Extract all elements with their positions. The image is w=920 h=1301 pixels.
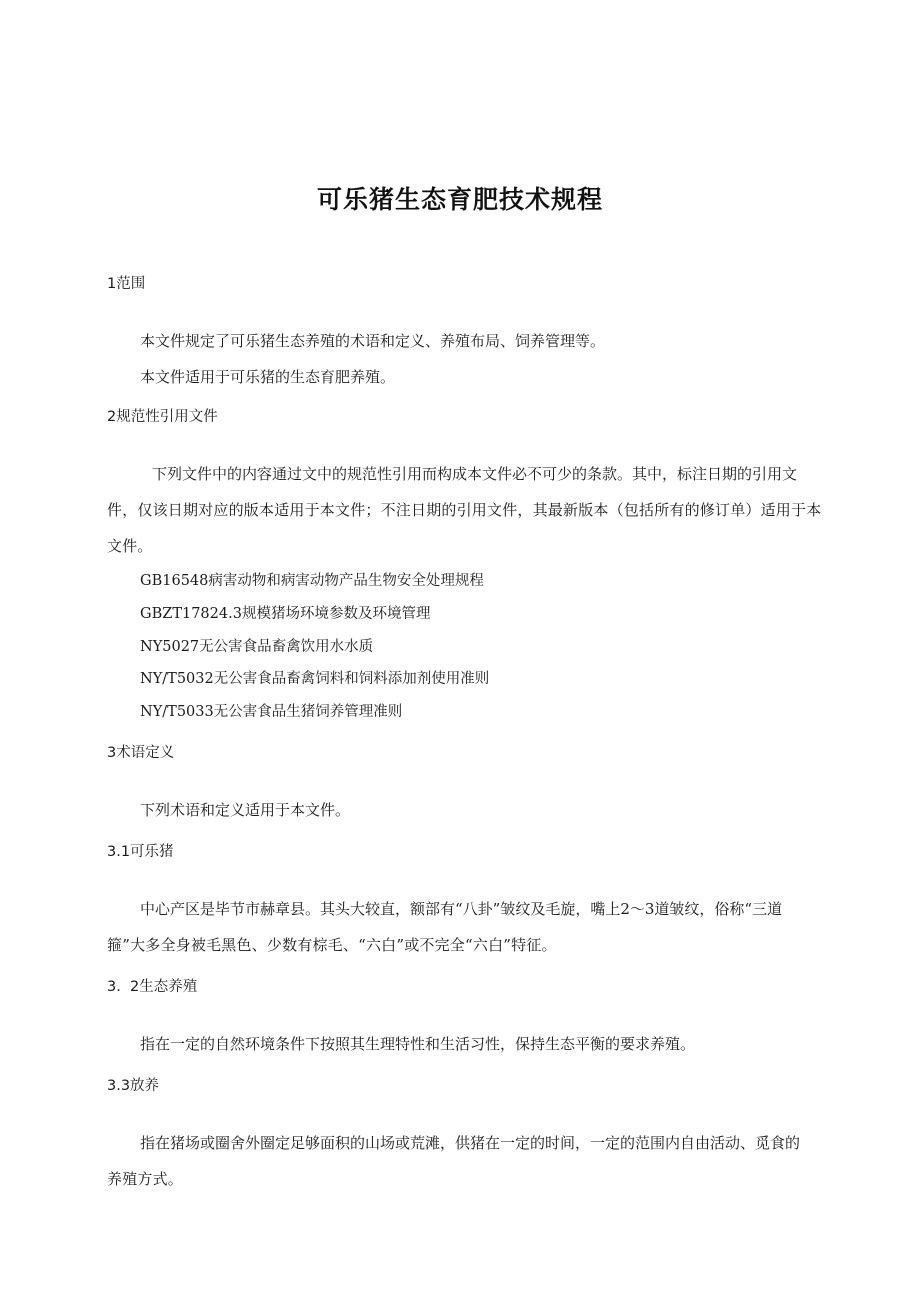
reference-item: NY/T5033无公害食品生猪饲养管理准则 [140, 704, 403, 720]
paragraph-line: 文件。 [107, 537, 153, 555]
reference-item: NY/T5032无公害食品畜禽饲料和饲料添加剂使用准则 [140, 671, 490, 687]
paragraph: 本文件规定了可乐猪生态养殖的术语和定义、养殖布局、饲养管理等。 [140, 332, 606, 350]
paragraph-line: 件，仅该日期对应的版本适用于本文件；不注日期的引用文件，其最新版本（包括所有的修订单）适用于本 [107, 501, 822, 519]
subsection-heading: 3.3放养 [107, 1078, 160, 1094]
subsection-heading: 3.1可乐猪 [107, 844, 174, 860]
paragraph-line: 箍”大多全身被毛黑色、少数有棕毛、“六白”或不完全“六白”特征。 [107, 936, 557, 954]
document-title: 可乐猪生态育肥技术规程 [316, 185, 603, 214]
paragraph-line: 指在猪场或圈舍外圈定足够面积的山场或荒滩，供猪在一定的时间，一定的范围内自由活动、觅食的 [140, 1134, 801, 1152]
section-heading-terms: 3术语定义 [107, 745, 175, 761]
paragraph-line: 中心产区是毕节市赫章县。其头大较直，额部有“八卦”皱纹及毛旋，嘴上2〜3道皱纹，俗称“三道 [140, 900, 783, 918]
paragraph: 指在一定的自然环境条件下按照其生理特性和生活习性，保持生态平衡的要求养殖。 [140, 1035, 696, 1053]
reference-item: GB16548病害动物和病害动物产品生物安全处理规程 [140, 573, 484, 589]
paragraph-line: 养殖方式。 [107, 1170, 184, 1188]
paragraph: 本文件适用于可乐猪的生态育肥养殖。 [140, 368, 396, 386]
reference-item: GBZT17824.3规模猪场环境参数及环境管理 [140, 606, 431, 622]
subsection-heading: 3. 2生态养殖 [107, 979, 198, 995]
paragraph: 下列术语和定义适用于本文件。 [140, 801, 351, 819]
section-heading-references: 2规范性引用文件 [107, 409, 218, 425]
section-heading-scope: 1范围 [107, 276, 146, 292]
paragraph-line: 下列文件中的内容通过文中的规范性引用而构成本文件必不可少的条款。其中，标注日期的引用文 [152, 465, 798, 483]
reference-item: NY5027无公害食品畜禽饮用水水质 [140, 639, 374, 655]
